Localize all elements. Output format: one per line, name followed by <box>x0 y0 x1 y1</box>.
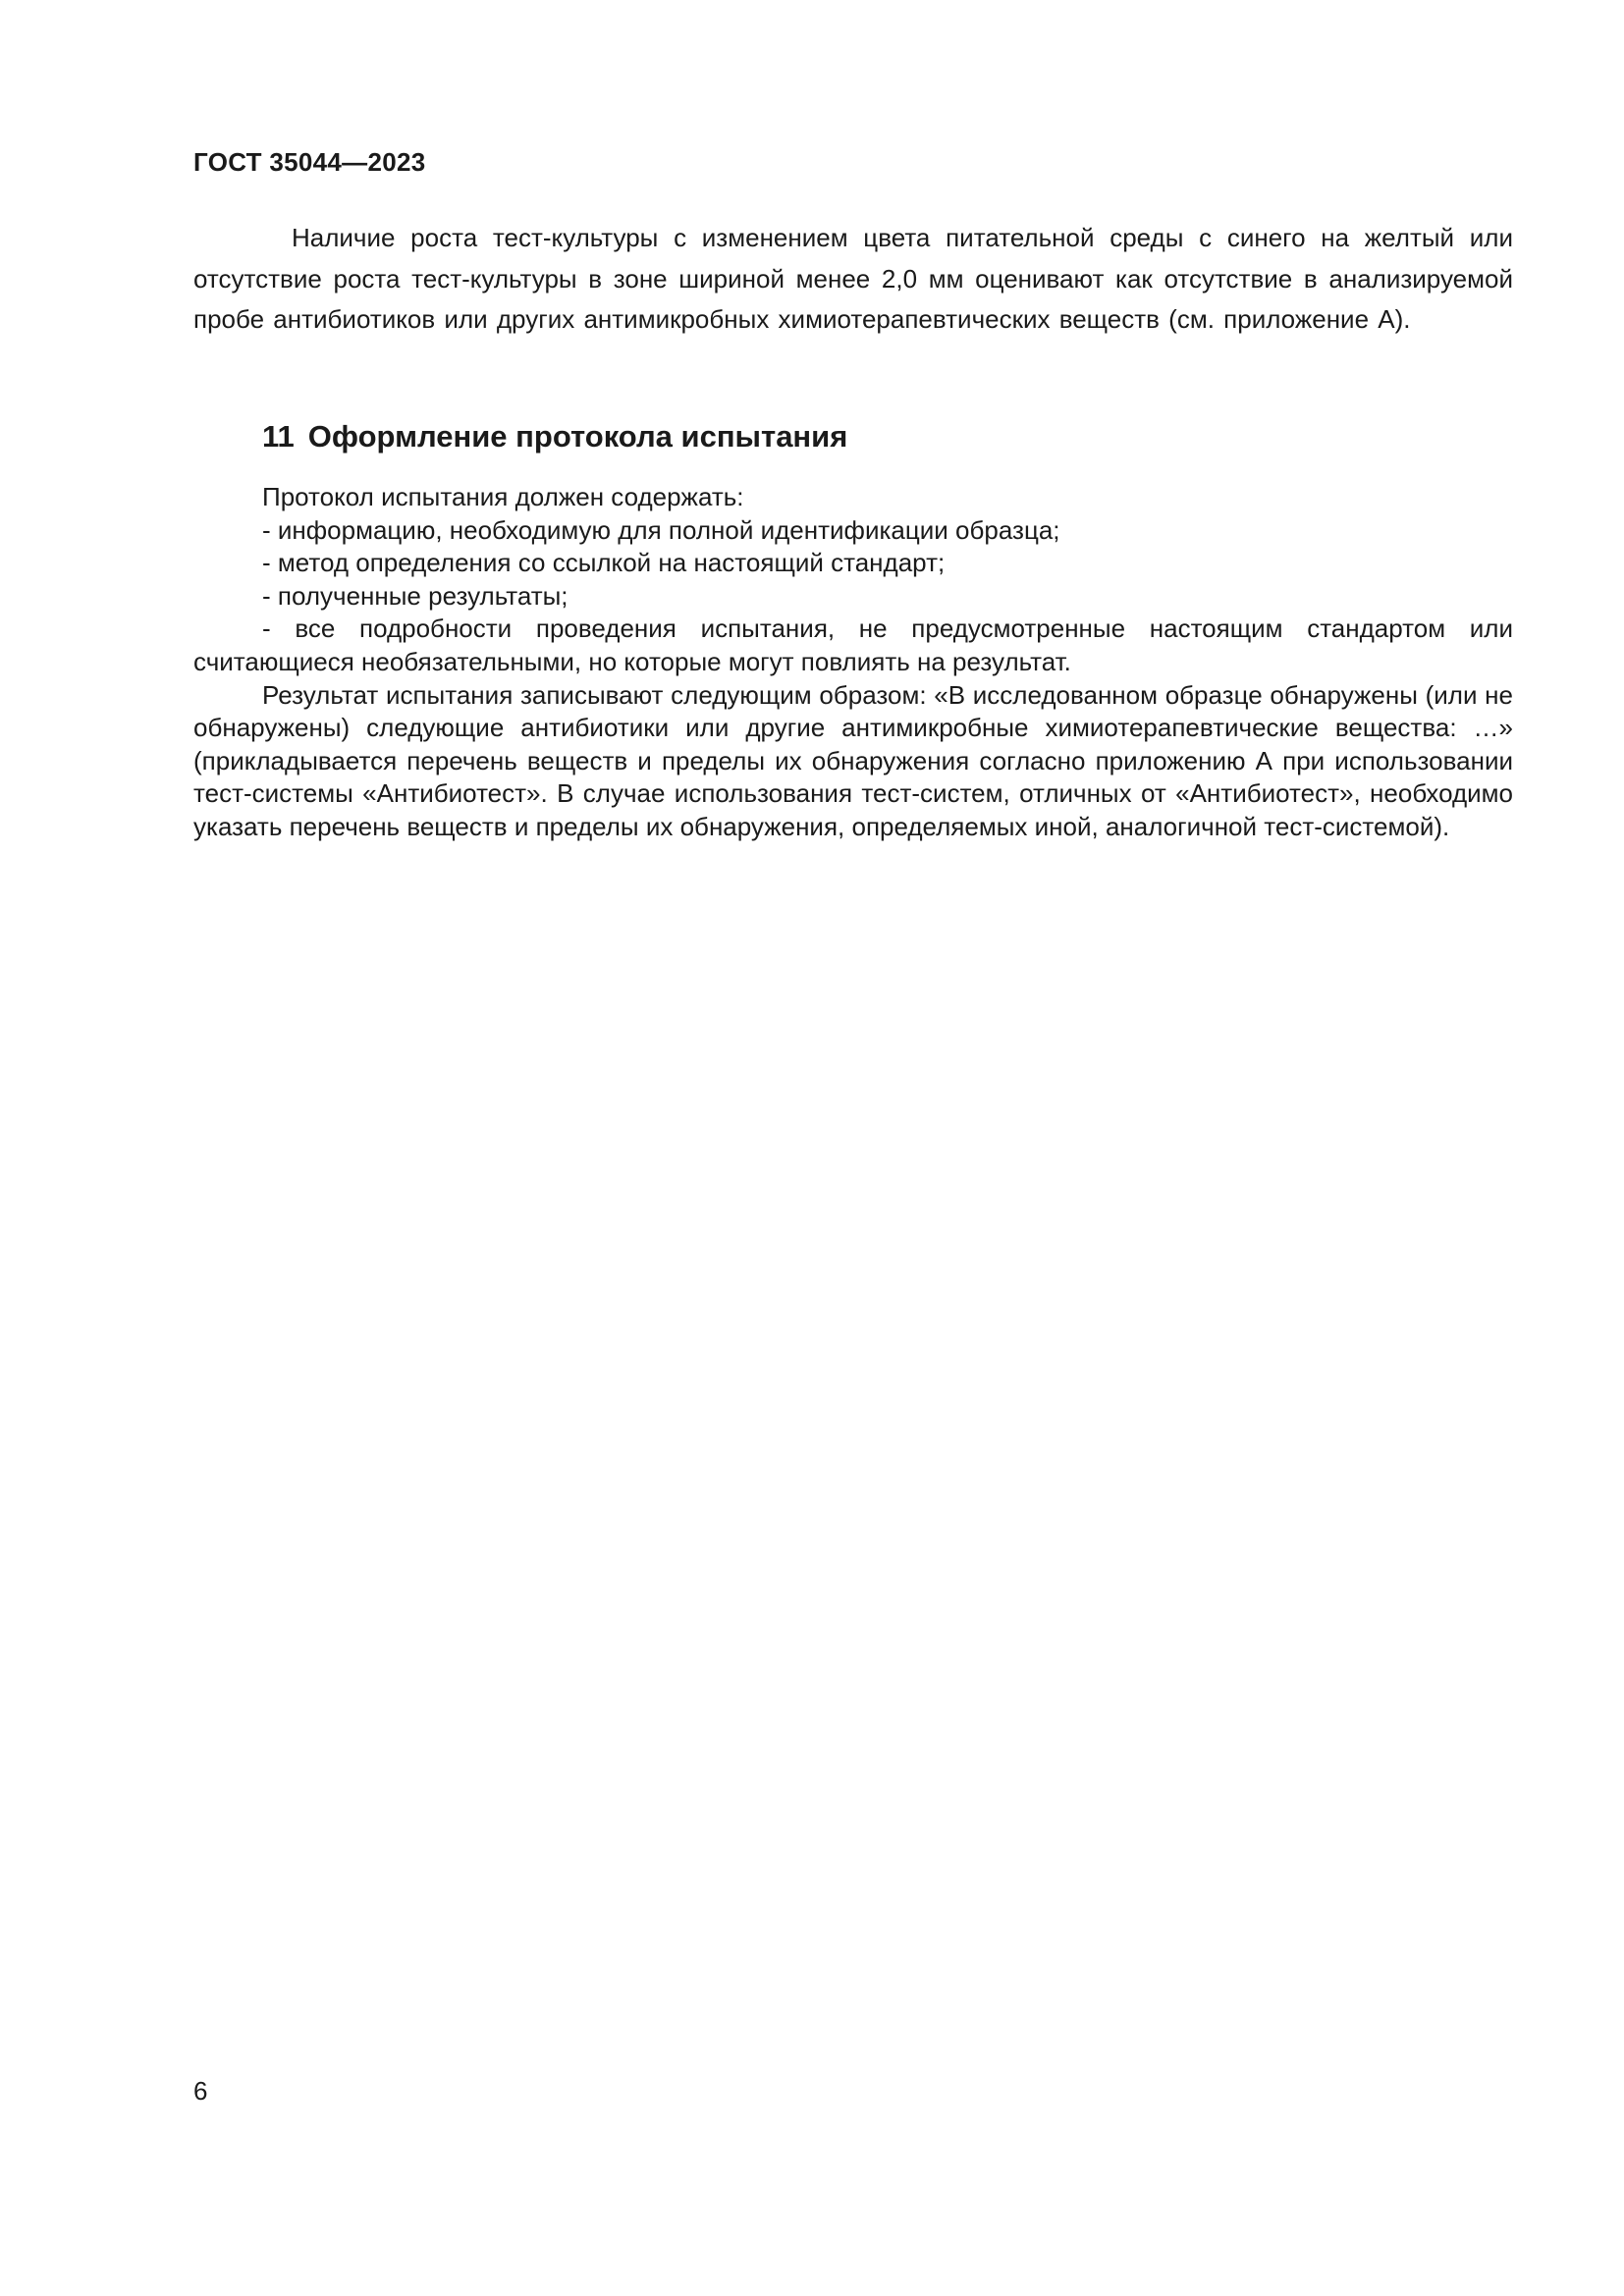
section-heading <box>262 419 847 454</box>
intro-paragraph: Наличие роста тест-культуры с изменением цвета питательной среды с синего на желтый или отсутствие роста тест-культуры в зоне шириной менее 2,0 мм оценивают как отсутствие в анализируемой пробе антибиотиков или других антимикробных химиотерапевтических веществ (см. приложение А). <box>193 223 1513 334</box>
list-item: - полученные результаты; <box>262 580 568 611</box>
list-item: - все подробности проведения испытания, не предусмотренные настоящим стандартом или считающиеся необязательными, но которые могут повлиять на результат. <box>193 614 1513 676</box>
protocol-intro-line: Протокол испытания должен содержать: <box>262 482 744 511</box>
section-body <box>193 481 1513 844</box>
section-number: 11 <box>262 419 295 454</box>
page-number: 6 <box>193 2076 208 2106</box>
standard-header: ГОСТ 35044—2023 <box>193 147 426 177</box>
section-title: Оформление протокола испытания <box>307 419 848 454</box>
result-paragraph: Результат испытания записывают следующим образом: «В исследованном образце обнаружены (или не обнаружены) следующие антибиотики или другие антимикробные химиотерапевтические вещества: …» (прикладывается перечень веществ и пределы их обнаружения согласно приложению А при использовании тест-системы «Антибиотест». В случае использования тест-систем, отличных от «Антибиотест», необходимо указать перечень веществ и пределы их обнаружения, определяемых иной, аналогичной тест-системой). <box>193 679 1513 841</box>
list-item: - метод определения со ссылкой на настоящий стандарт; <box>262 548 946 578</box>
list-item: - информацию, необходимую для полной идентификации образца; <box>262 514 1060 545</box>
